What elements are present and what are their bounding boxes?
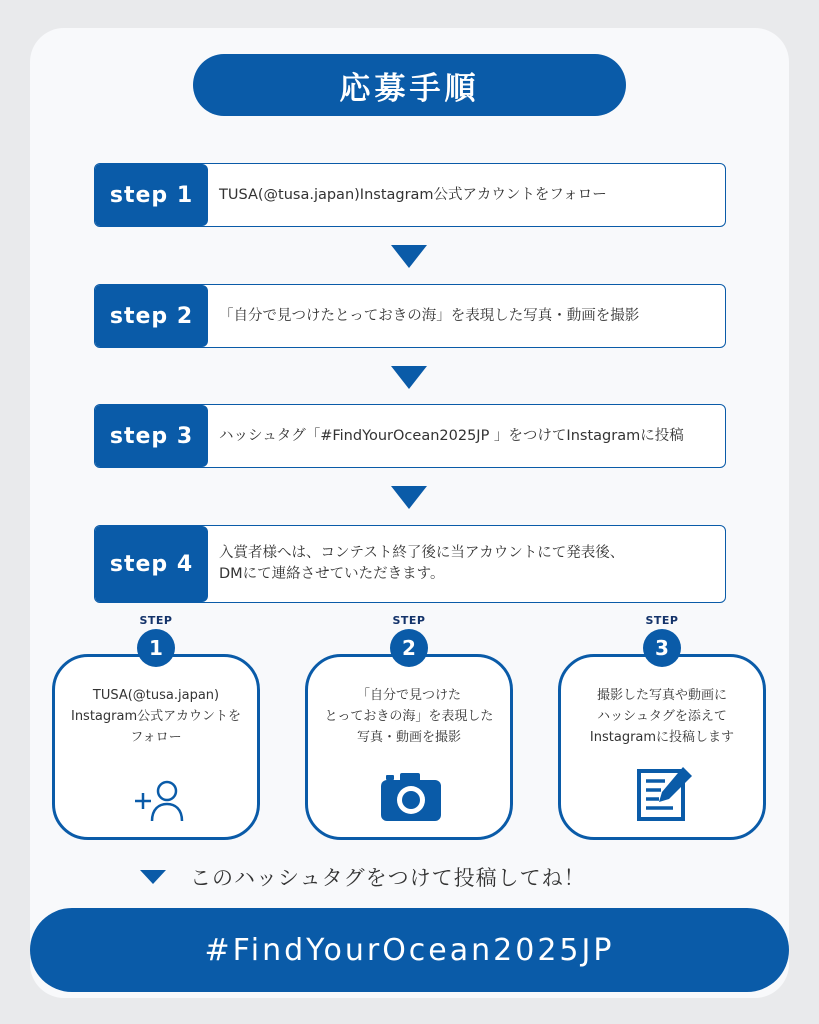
step-badge-label: STEP [392,614,426,627]
edit-document-icon [637,765,695,821]
triangle-down-icon [140,870,166,884]
step-text-4 [208,526,725,602]
step-badge-number: 3 [643,629,681,667]
step-card-line: TUSA(@tusa.japan) [92,688,220,703]
step-badge-number: 2 [390,629,428,667]
step-tab-3: step 3 [95,405,208,467]
step-card-line: 撮影した写真や動画に [596,688,727,703]
step-text-line: ハッシュタグ「#FindYourOcean2025JP 」をつけてInstagramに投稿 [219,427,684,444]
step-number-badge-3 [640,614,684,667]
camera-icon [380,771,442,823]
step-card-line: ハッシュタグを添えて [597,709,727,724]
step-text-line: 入賞者様へは、コンテスト終了後に当アカウントにて発表後、 [219,545,625,561]
step-text-line: DMにて連絡させていただきます。 [219,566,445,582]
page-title: 応募手順 [193,54,626,116]
step-card-line: Instagram公式アカウントを [70,709,241,724]
step-row-2 [94,284,726,348]
step-card-line: とっておきの海」を表現した [324,709,494,724]
step-row-1 [94,163,726,227]
arrow-down-icon [391,245,427,268]
step-tab-2: step 2 [95,285,208,347]
step-row-3 [94,404,726,468]
step-card-text [314,685,504,748]
step-card-3 [558,654,766,840]
step-card-line: フォロー [130,730,182,745]
step-text-2 [208,285,725,347]
note-text: このハッシュタグをつけて投稿してね！ [190,866,586,890]
hashtag-note [140,862,586,892]
add-user-icon [133,779,187,823]
step-card-1 [52,654,260,840]
step-tab-1: step 1 [95,164,208,226]
step-card-line: 「自分で見つけた [356,688,461,703]
step-card-2 [305,654,513,840]
step-text-1 [208,164,725,226]
step-card-text [61,685,251,748]
step-badge-label: STEP [645,614,679,627]
step-row-4 [94,525,726,603]
step-text-3 [208,405,725,467]
arrow-down-icon [391,486,427,509]
step-text-line: 「自分で見つけたとっておきの海」を表現した写真・動画を撮影 [219,307,640,324]
step-card-line: Instagramに投稿します [589,730,735,745]
step-tab-4: step 4 [95,526,208,602]
arrow-down-icon [391,366,427,389]
step-badge-label: STEP [139,614,173,627]
hashtag-banner: #FindYourOcean2025JP [30,908,789,992]
step-card-text [567,685,757,748]
step-number-badge-1 [134,614,178,667]
step-badge-number: 1 [137,629,175,667]
step-number-badge-2 [387,614,431,667]
step-text-line: TUSA(@tusa.japan)Instagram公式アカウントをフォロー [219,186,607,203]
step-card-line: 写真・動画を撮影 [356,730,461,745]
